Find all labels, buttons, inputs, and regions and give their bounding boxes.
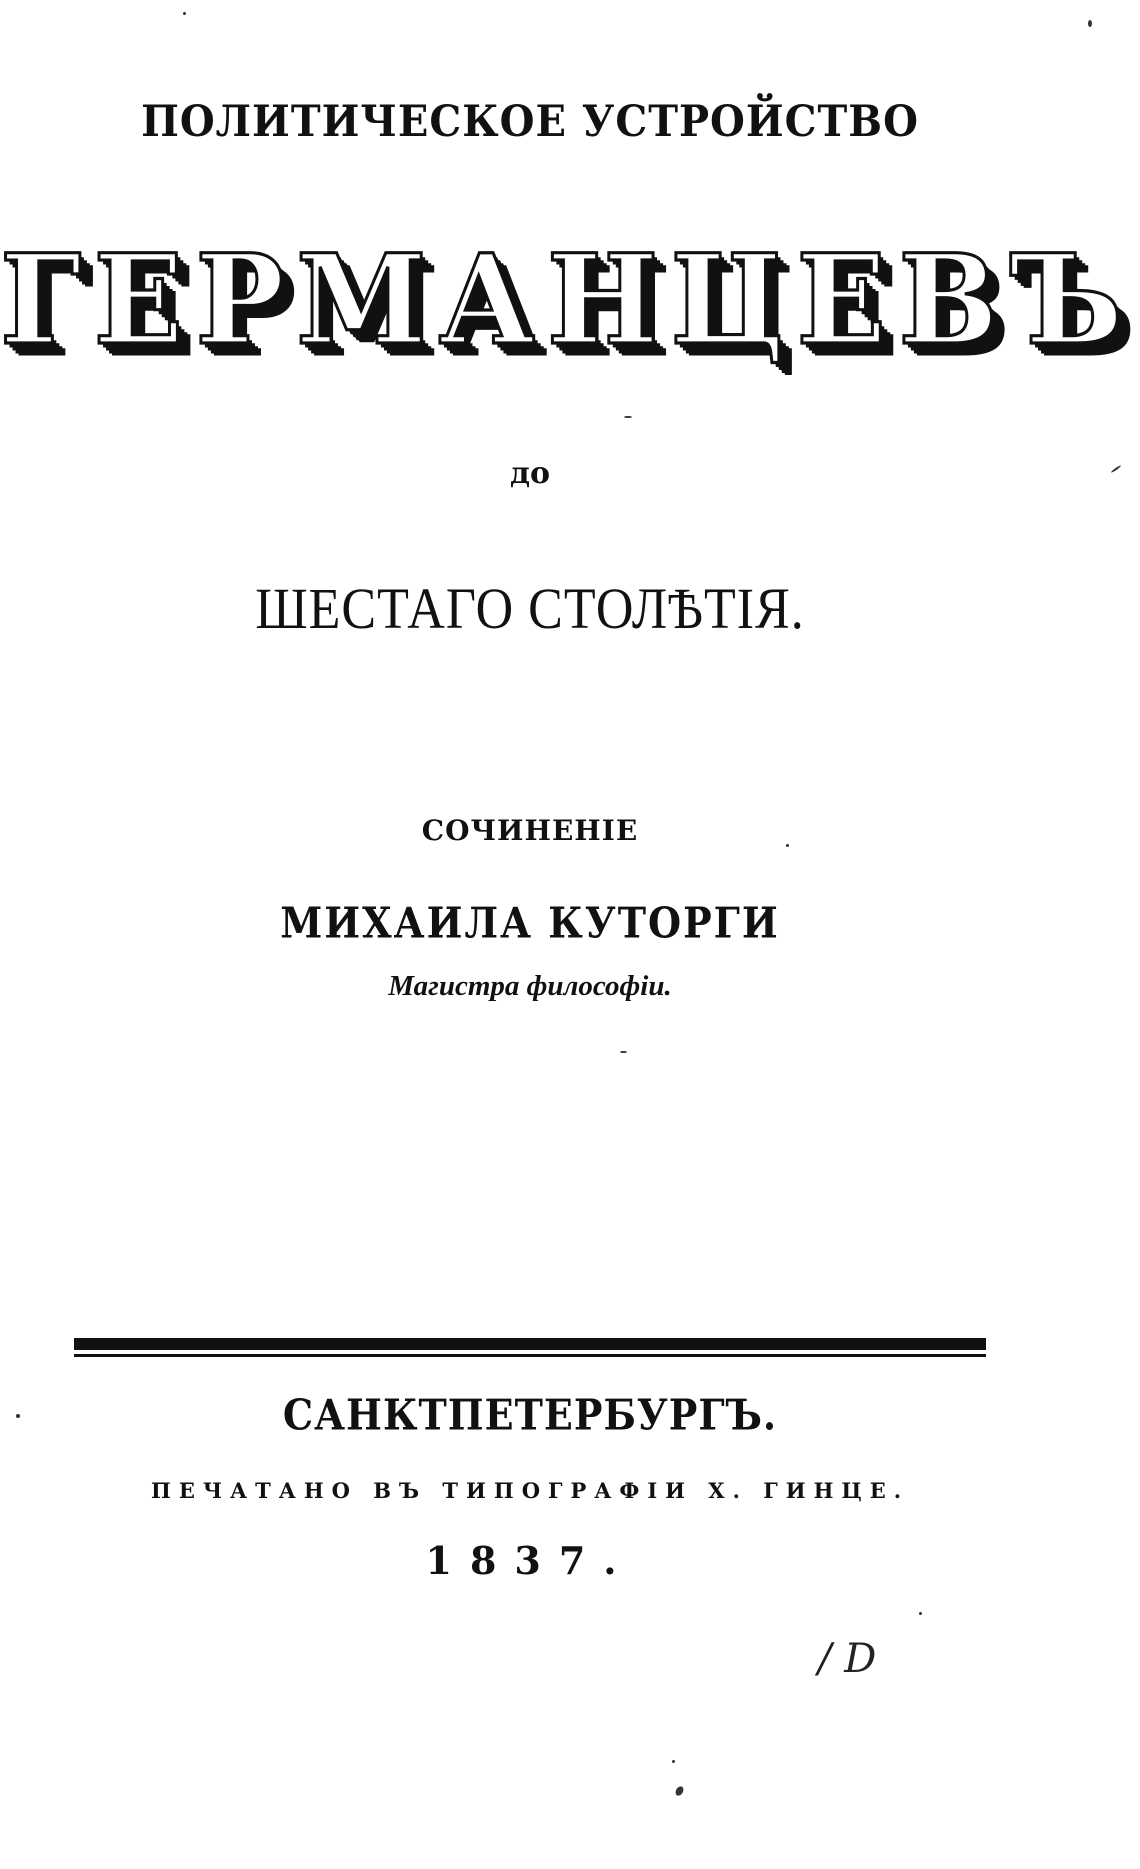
print-speck — [672, 1760, 675, 1763]
main-title: ГЕРМАНЦЕВЪ — [0, 226, 1135, 373]
divider-rule-thin — [74, 1354, 986, 1357]
print-speck — [16, 1414, 20, 1418]
publication-year: 1837. — [425, 1538, 635, 1583]
print-speck — [919, 1612, 922, 1615]
subtitle-top: ПОЛИТИЧЕСКОЕ УСТРОЙСТВО — [141, 96, 919, 147]
print-speck — [183, 12, 186, 15]
divider-rule-thick — [74, 1338, 986, 1350]
author-name: МИХАИЛА КУТОРГИ — [280, 897, 780, 948]
work-label: СОЧИНЕНІЕ — [421, 814, 639, 847]
preposition: до — [509, 456, 550, 491]
publication-city: САНКТПЕТЕРБУРГЪ. — [282, 1389, 778, 1440]
print-speck — [624, 416, 632, 418]
author-degree: Магистра философіи. — [388, 970, 672, 1002]
print-speck — [674, 1785, 685, 1797]
print-speck — [1111, 465, 1122, 474]
handwritten-mark: / D — [818, 1636, 877, 1682]
century-line: ШЕСТАГО СТОЛѢТІЯ. — [255, 577, 805, 642]
print-speck — [786, 844, 789, 847]
print-speck — [1088, 20, 1092, 27]
printer-line: ПЕЧАТАНО ВЪ ТИПОГРАФІИ Х. ГИНЦЕ. — [150, 1478, 910, 1503]
print-speck — [620, 1051, 627, 1053]
